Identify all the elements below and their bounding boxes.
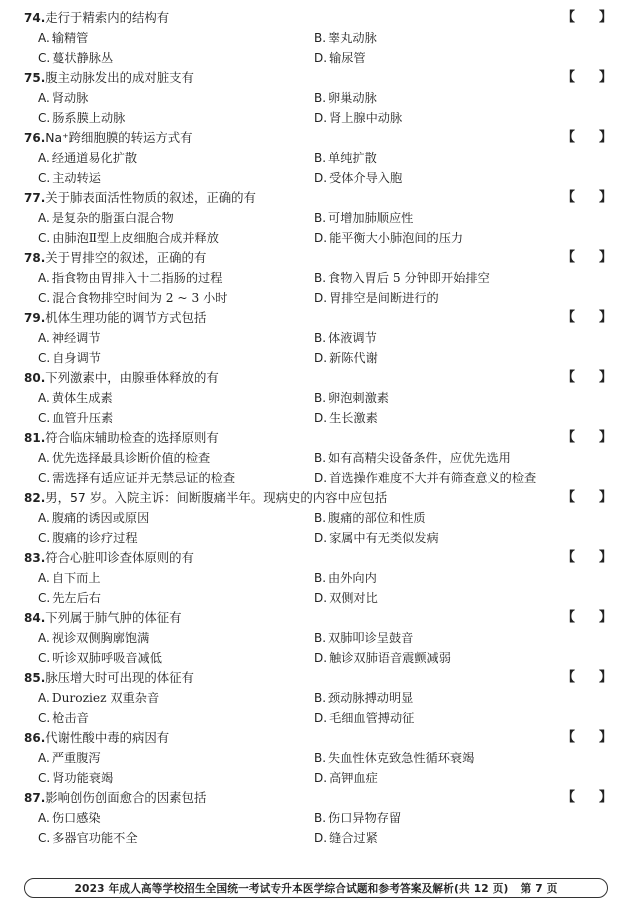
- option-letter: B.: [314, 271, 327, 285]
- question-number: 85.: [24, 671, 46, 685]
- option-letter: B.: [314, 451, 327, 465]
- option-text: 家属中有无类似发病: [329, 531, 439, 545]
- question-text: Na⁺跨细胞膜的转运方式有: [45, 130, 193, 145]
- option-text: 高钾血症: [329, 771, 378, 785]
- option-text: 生长激素: [329, 411, 378, 425]
- option-c: [38, 408, 113, 428]
- option-d: [314, 528, 439, 548]
- question-item: [24, 548, 615, 608]
- option-row: [24, 48, 615, 68]
- option-b: [314, 88, 377, 108]
- option-c: [38, 228, 219, 248]
- option-text: 需选择有适应证并无禁忌证的检查: [52, 471, 236, 485]
- option-text: 输尿管: [329, 51, 366, 65]
- answer-bracket[interactable]: [562, 308, 612, 328]
- question-stem: [24, 728, 615, 748]
- footer-page-number: 第 7 页: [520, 883, 558, 895]
- option-c: [38, 168, 101, 188]
- option-text: 自下而上: [51, 571, 101, 585]
- answer-bracket[interactable]: [562, 548, 612, 568]
- option-a: [38, 568, 101, 588]
- option-b: [314, 508, 426, 528]
- question-text: 代谢性酸中毒的病因有: [45, 730, 170, 745]
- question-text: 关于胃排空的叙述，正确的有: [45, 250, 207, 265]
- option-text: 单纯扩散: [328, 151, 377, 165]
- option-row: [24, 508, 615, 528]
- question-number: 77.: [24, 191, 46, 205]
- question-text: 男，57 岁。入院主诉：间断腹痛半年。现病史的内容中应包括: [45, 490, 388, 505]
- option-text: 触诊双肺语音震颤减弱: [329, 651, 451, 665]
- option-letter: D.: [314, 171, 328, 185]
- footer-text: 2023 年成人高等学校招生全国统一考试专升本医学综合试题和参考答案及解析(共 12 页): [74, 883, 509, 895]
- bracket-close: 】: [598, 790, 612, 805]
- option-a: [38, 208, 174, 228]
- option-a: [38, 148, 137, 168]
- question-text: 腹主动脉发出的成对脏支有: [45, 70, 194, 85]
- option-a: [38, 508, 149, 528]
- bracket-open: 【: [562, 250, 576, 265]
- question-number: 79.: [24, 311, 46, 325]
- answer-bracket[interactable]: [562, 488, 612, 508]
- option-text: 听诊双肺呼吸音减低: [52, 651, 162, 665]
- option-letter: A.: [38, 631, 50, 645]
- option-text: 颈动脉搏动明显: [328, 691, 414, 705]
- option-letter: D.: [314, 531, 328, 545]
- option-d: [314, 768, 378, 788]
- option-letter: A.: [38, 451, 50, 465]
- question-stem: [24, 128, 615, 148]
- option-d: [314, 108, 402, 128]
- option-d: [314, 288, 439, 308]
- question-text: 符合心脏叩诊查体原则的有: [45, 550, 194, 565]
- option-text: 是复杂的脂蛋白混合物: [51, 211, 174, 225]
- option-row: [24, 208, 615, 228]
- option-letter: A.: [38, 391, 50, 405]
- question-item: [24, 668, 615, 728]
- option-letter: C.: [38, 51, 51, 65]
- bracket-close: 】: [598, 10, 612, 25]
- question-number: 87.: [24, 791, 46, 805]
- option-letter: B.: [314, 511, 327, 525]
- option-letter: A.: [38, 511, 50, 525]
- option-letter: C.: [38, 291, 51, 305]
- option-text: 血管升压素: [52, 411, 114, 425]
- option-text: 由外向内: [328, 571, 377, 585]
- answer-bracket[interactable]: [562, 728, 612, 748]
- option-d: [314, 168, 402, 188]
- answer-bracket[interactable]: [562, 8, 612, 28]
- option-letter: D.: [314, 291, 328, 305]
- question-stem: [24, 428, 615, 448]
- option-text: 食物入胃后 5 分钟即开始排空: [328, 271, 490, 285]
- option-text: 伤口异物存留: [328, 811, 402, 825]
- answer-bracket[interactable]: [562, 428, 612, 448]
- option-a: [38, 688, 159, 708]
- bracket-open: 【: [562, 130, 576, 145]
- option-text: 肾上腺中动脉: [329, 111, 403, 125]
- option-text: 肾动脉: [51, 91, 89, 105]
- option-a: [38, 628, 149, 648]
- question-number: 78.: [24, 251, 46, 265]
- option-a: [38, 808, 101, 828]
- bracket-close: 】: [598, 430, 612, 445]
- bracket-close: 】: [598, 130, 612, 145]
- question-item: [24, 308, 615, 368]
- option-text: 神经调节: [51, 331, 101, 345]
- question-number: 80.: [24, 371, 46, 385]
- bracket-close: 】: [598, 70, 612, 85]
- option-letter: B.: [314, 31, 327, 45]
- option-b: [314, 568, 377, 588]
- option-d: [314, 48, 366, 68]
- page-footer: [24, 878, 608, 898]
- option-row: [24, 28, 615, 48]
- option-row: [24, 448, 615, 468]
- option-letter: C.: [38, 111, 51, 125]
- option-text: 严重腹泻: [51, 751, 101, 765]
- question-stem: [24, 248, 615, 268]
- option-d: [314, 588, 378, 608]
- option-letter: A.: [38, 571, 50, 585]
- option-a: [38, 88, 88, 108]
- option-text: 优先选择最具诊断价值的检查: [51, 451, 211, 465]
- question-text: 走行于精索内的结构有: [45, 10, 170, 25]
- option-text: 混合食物排空时间为 2 ~ 3 小时: [52, 291, 228, 305]
- answer-bracket[interactable]: [562, 788, 612, 808]
- option-text: 枪击音: [52, 711, 89, 725]
- option-text: Duroziez 双重杂音: [51, 691, 160, 705]
- option-letter: A.: [38, 691, 50, 705]
- option-text: 能平衡大小肺泡间的压力: [329, 231, 464, 245]
- option-c: [38, 288, 227, 308]
- option-row: [24, 108, 615, 128]
- option-text: 黄体生成素: [51, 391, 113, 405]
- option-letter: D.: [314, 771, 328, 785]
- answer-bracket[interactable]: [562, 248, 612, 268]
- option-text: 先左后右: [52, 591, 101, 605]
- option-row: [24, 168, 615, 188]
- bracket-open: 【: [562, 550, 576, 565]
- option-a: [38, 268, 222, 288]
- question-text: 脉压增大时可出现的体征有: [45, 670, 194, 685]
- bracket-close: 】: [598, 490, 612, 505]
- option-b: [314, 148, 377, 168]
- option-text: 由肺泡Ⅱ型上皮细胞合成并释放: [52, 231, 219, 245]
- option-letter: D.: [314, 831, 328, 845]
- option-text: 腹痛的诊疗过程: [52, 531, 138, 545]
- option-row: [24, 808, 615, 828]
- option-letter: A.: [38, 271, 50, 285]
- option-row: [24, 568, 615, 588]
- option-text: 毛细血管搏动征: [329, 711, 415, 725]
- question-item: [24, 128, 615, 188]
- option-letter: C.: [38, 531, 51, 545]
- question-list: [24, 8, 615, 848]
- option-row: [24, 328, 615, 348]
- option-c: [38, 588, 101, 608]
- option-text: 腹痛的诱因或原因: [51, 511, 150, 525]
- question-item: [24, 68, 615, 128]
- option-letter: A.: [38, 751, 50, 765]
- option-letter: D.: [314, 351, 328, 365]
- option-text: 首选操作难度不大并有筛查意义的检查: [329, 471, 537, 485]
- question-item: [24, 488, 615, 548]
- option-text: 卵巢动脉: [328, 91, 377, 105]
- option-letter: C.: [38, 231, 51, 245]
- question-stem: [24, 488, 615, 508]
- option-row: [24, 268, 615, 288]
- option-c: [38, 468, 235, 488]
- option-row: [24, 468, 615, 488]
- option-text: 受体介导入胞: [329, 171, 403, 185]
- option-row: [24, 408, 615, 428]
- bracket-close: 】: [598, 730, 612, 745]
- option-letter: B.: [314, 631, 327, 645]
- option-text: 视诊双侧胸廓饱满: [51, 631, 150, 645]
- question-item: [24, 728, 615, 788]
- option-letter: C.: [38, 591, 51, 605]
- option-letter: C.: [38, 771, 51, 785]
- option-c: [38, 708, 89, 728]
- bracket-close: 】: [598, 250, 612, 265]
- option-row: [24, 348, 615, 368]
- option-b: [314, 688, 413, 708]
- option-text: 输精管: [51, 31, 89, 45]
- option-letter: C.: [38, 471, 51, 485]
- option-row: [24, 588, 615, 608]
- option-letter: B.: [314, 811, 327, 825]
- option-text: 失血性休克致急性循环衰竭: [328, 751, 475, 765]
- option-row: [24, 708, 615, 728]
- option-b: [314, 448, 511, 468]
- option-text: 经通道易化扩散: [51, 151, 138, 165]
- option-text: 睾丸动脉: [328, 31, 377, 45]
- option-letter: D.: [314, 591, 328, 605]
- answer-bracket[interactable]: [562, 668, 612, 688]
- bracket-open: 【: [562, 10, 576, 25]
- bracket-close: 】: [598, 550, 612, 565]
- bracket-close: 】: [598, 190, 612, 205]
- option-c: [38, 48, 113, 68]
- question-item: [24, 788, 615, 848]
- option-letter: C.: [38, 411, 51, 425]
- option-letter: C.: [38, 711, 51, 725]
- option-letter: C.: [38, 831, 51, 845]
- question-stem: [24, 68, 615, 88]
- question-text: 关于肺表面活性物质的叙述，正确的有: [45, 190, 256, 205]
- option-b: [314, 388, 389, 408]
- option-b: [314, 808, 401, 828]
- option-text: 主动转运: [52, 171, 101, 185]
- option-letter: A.: [38, 211, 50, 225]
- option-c: [38, 528, 138, 548]
- question-number: 75.: [24, 71, 46, 85]
- option-text: 可增加肺顺应性: [328, 211, 414, 225]
- option-d: [314, 648, 451, 668]
- option-row: [24, 628, 615, 648]
- question-item: [24, 248, 615, 308]
- option-letter: D.: [314, 411, 328, 425]
- question-number: 76.: [24, 131, 46, 145]
- question-stem: [24, 608, 615, 628]
- option-d: [314, 828, 378, 848]
- option-d: [314, 708, 414, 728]
- question-item: [24, 608, 615, 668]
- option-text: 胃排空是间断进行的: [329, 291, 439, 305]
- option-letter: A.: [38, 31, 50, 45]
- option-text: 缝合过紧: [329, 831, 378, 845]
- option-letter: B.: [314, 331, 327, 345]
- option-c: [38, 768, 113, 788]
- option-c: [38, 108, 125, 128]
- option-a: [38, 748, 101, 768]
- answer-bracket[interactable]: [562, 188, 612, 208]
- bracket-open: 【: [562, 430, 576, 445]
- option-d: [314, 348, 378, 368]
- option-text: 如有高精尖设备条件，应优先选用: [328, 451, 511, 465]
- option-letter: A.: [38, 331, 50, 345]
- option-text: 肾功能衰竭: [52, 771, 114, 785]
- option-letter: D.: [314, 471, 328, 485]
- option-letter: A.: [38, 151, 50, 165]
- bracket-open: 【: [562, 730, 576, 745]
- bracket-open: 【: [562, 310, 576, 325]
- option-letter: B.: [314, 571, 327, 585]
- question-number: 81.: [24, 431, 46, 445]
- option-letter: B.: [314, 691, 327, 705]
- bracket-close: 】: [598, 370, 612, 385]
- answer-bracket[interactable]: [562, 128, 612, 148]
- option-row: [24, 828, 615, 848]
- question-stem: [24, 668, 615, 688]
- bracket-open: 【: [562, 670, 576, 685]
- option-row: [24, 88, 615, 108]
- option-c: [38, 648, 162, 668]
- option-letter: C.: [38, 351, 51, 365]
- option-letter: B.: [314, 91, 327, 105]
- question-stem: [24, 788, 615, 808]
- option-row: [24, 228, 615, 248]
- bracket-open: 【: [562, 790, 576, 805]
- option-row: [24, 768, 615, 788]
- question-item: [24, 188, 615, 248]
- option-letter: B.: [314, 211, 327, 225]
- answer-bracket[interactable]: [562, 368, 612, 388]
- question-stem: [24, 8, 615, 28]
- option-row: [24, 528, 615, 548]
- option-letter: B.: [314, 391, 327, 405]
- option-text: 双肺叩诊呈鼓音: [328, 631, 414, 645]
- option-b: [314, 748, 474, 768]
- option-text: 腹痛的部位和性质: [328, 511, 426, 525]
- option-text: 自身调节: [52, 351, 101, 365]
- question-number: 74.: [24, 11, 46, 25]
- option-letter: D.: [314, 231, 328, 245]
- option-row: [24, 688, 615, 708]
- option-text: 新陈代谢: [329, 351, 378, 365]
- question-item: [24, 428, 615, 488]
- option-b: [314, 208, 413, 228]
- option-letter: A.: [38, 811, 50, 825]
- bracket-close: 】: [598, 310, 612, 325]
- option-letter: D.: [314, 51, 328, 65]
- option-text: 体液调节: [328, 331, 377, 345]
- option-text: 双侧对比: [329, 591, 378, 605]
- option-text: 伤口感染: [51, 811, 101, 825]
- option-b: [314, 628, 413, 648]
- option-row: [24, 648, 615, 668]
- option-a: [38, 28, 88, 48]
- option-d: [314, 408, 378, 428]
- option-row: [24, 148, 615, 168]
- question-item: [24, 8, 615, 68]
- question-number: 84.: [24, 611, 46, 625]
- option-text: 肠系膜上动脉: [52, 111, 126, 125]
- option-row: [24, 748, 615, 768]
- question-stem: [24, 188, 615, 208]
- option-letter: C.: [38, 171, 51, 185]
- question-item: [24, 368, 615, 428]
- question-number: 83.: [24, 551, 46, 565]
- option-letter: C.: [38, 651, 51, 665]
- bracket-open: 【: [562, 370, 576, 385]
- answer-bracket[interactable]: [562, 68, 612, 88]
- question-stem: [24, 308, 615, 328]
- bracket-open: 【: [562, 70, 576, 85]
- option-text: 指食物由胃排入十二指肠的过程: [51, 271, 223, 285]
- question-number: 86.: [24, 731, 46, 745]
- bracket-open: 【: [562, 610, 576, 625]
- option-letter: A.: [38, 91, 50, 105]
- option-text: 卵泡刺激素: [328, 391, 389, 405]
- bracket-open: 【: [562, 490, 576, 505]
- bracket-close: 】: [598, 610, 612, 625]
- question-stem: [24, 368, 615, 388]
- question-number: 82.: [24, 491, 46, 505]
- option-b: [314, 28, 377, 48]
- option-letter: D.: [314, 651, 328, 665]
- question-text: 下列激素中，由腺垂体释放的有: [45, 370, 219, 385]
- option-a: [38, 328, 101, 348]
- option-d: [314, 468, 536, 488]
- question-text: 符合临床辅助检查的选择原则有: [45, 430, 219, 445]
- option-c: [38, 348, 101, 368]
- option-b: [314, 328, 377, 348]
- question-text: 机体生理功能的调节方式包括: [45, 310, 207, 325]
- question-stem: [24, 548, 615, 568]
- question-text: 下列属于肺气肿的体征有: [45, 610, 182, 625]
- option-row: [24, 288, 615, 308]
- option-c: [38, 828, 138, 848]
- option-letter: D.: [314, 111, 328, 125]
- option-d: [314, 228, 463, 248]
- option-letter: D.: [314, 711, 328, 725]
- option-text: 蔓状静脉丛: [52, 51, 114, 65]
- option-letter: B.: [314, 151, 327, 165]
- option-row: [24, 388, 615, 408]
- option-a: [38, 448, 210, 468]
- option-a: [38, 388, 113, 408]
- bracket-close: 】: [598, 670, 612, 685]
- option-b: [314, 268, 490, 288]
- question-text: 影响创伤创面愈合的因素包括: [45, 790, 207, 805]
- option-text: 多器官功能不全: [52, 831, 138, 845]
- option-letter: B.: [314, 751, 327, 765]
- answer-bracket[interactable]: [562, 608, 612, 628]
- bracket-open: 【: [562, 190, 576, 205]
